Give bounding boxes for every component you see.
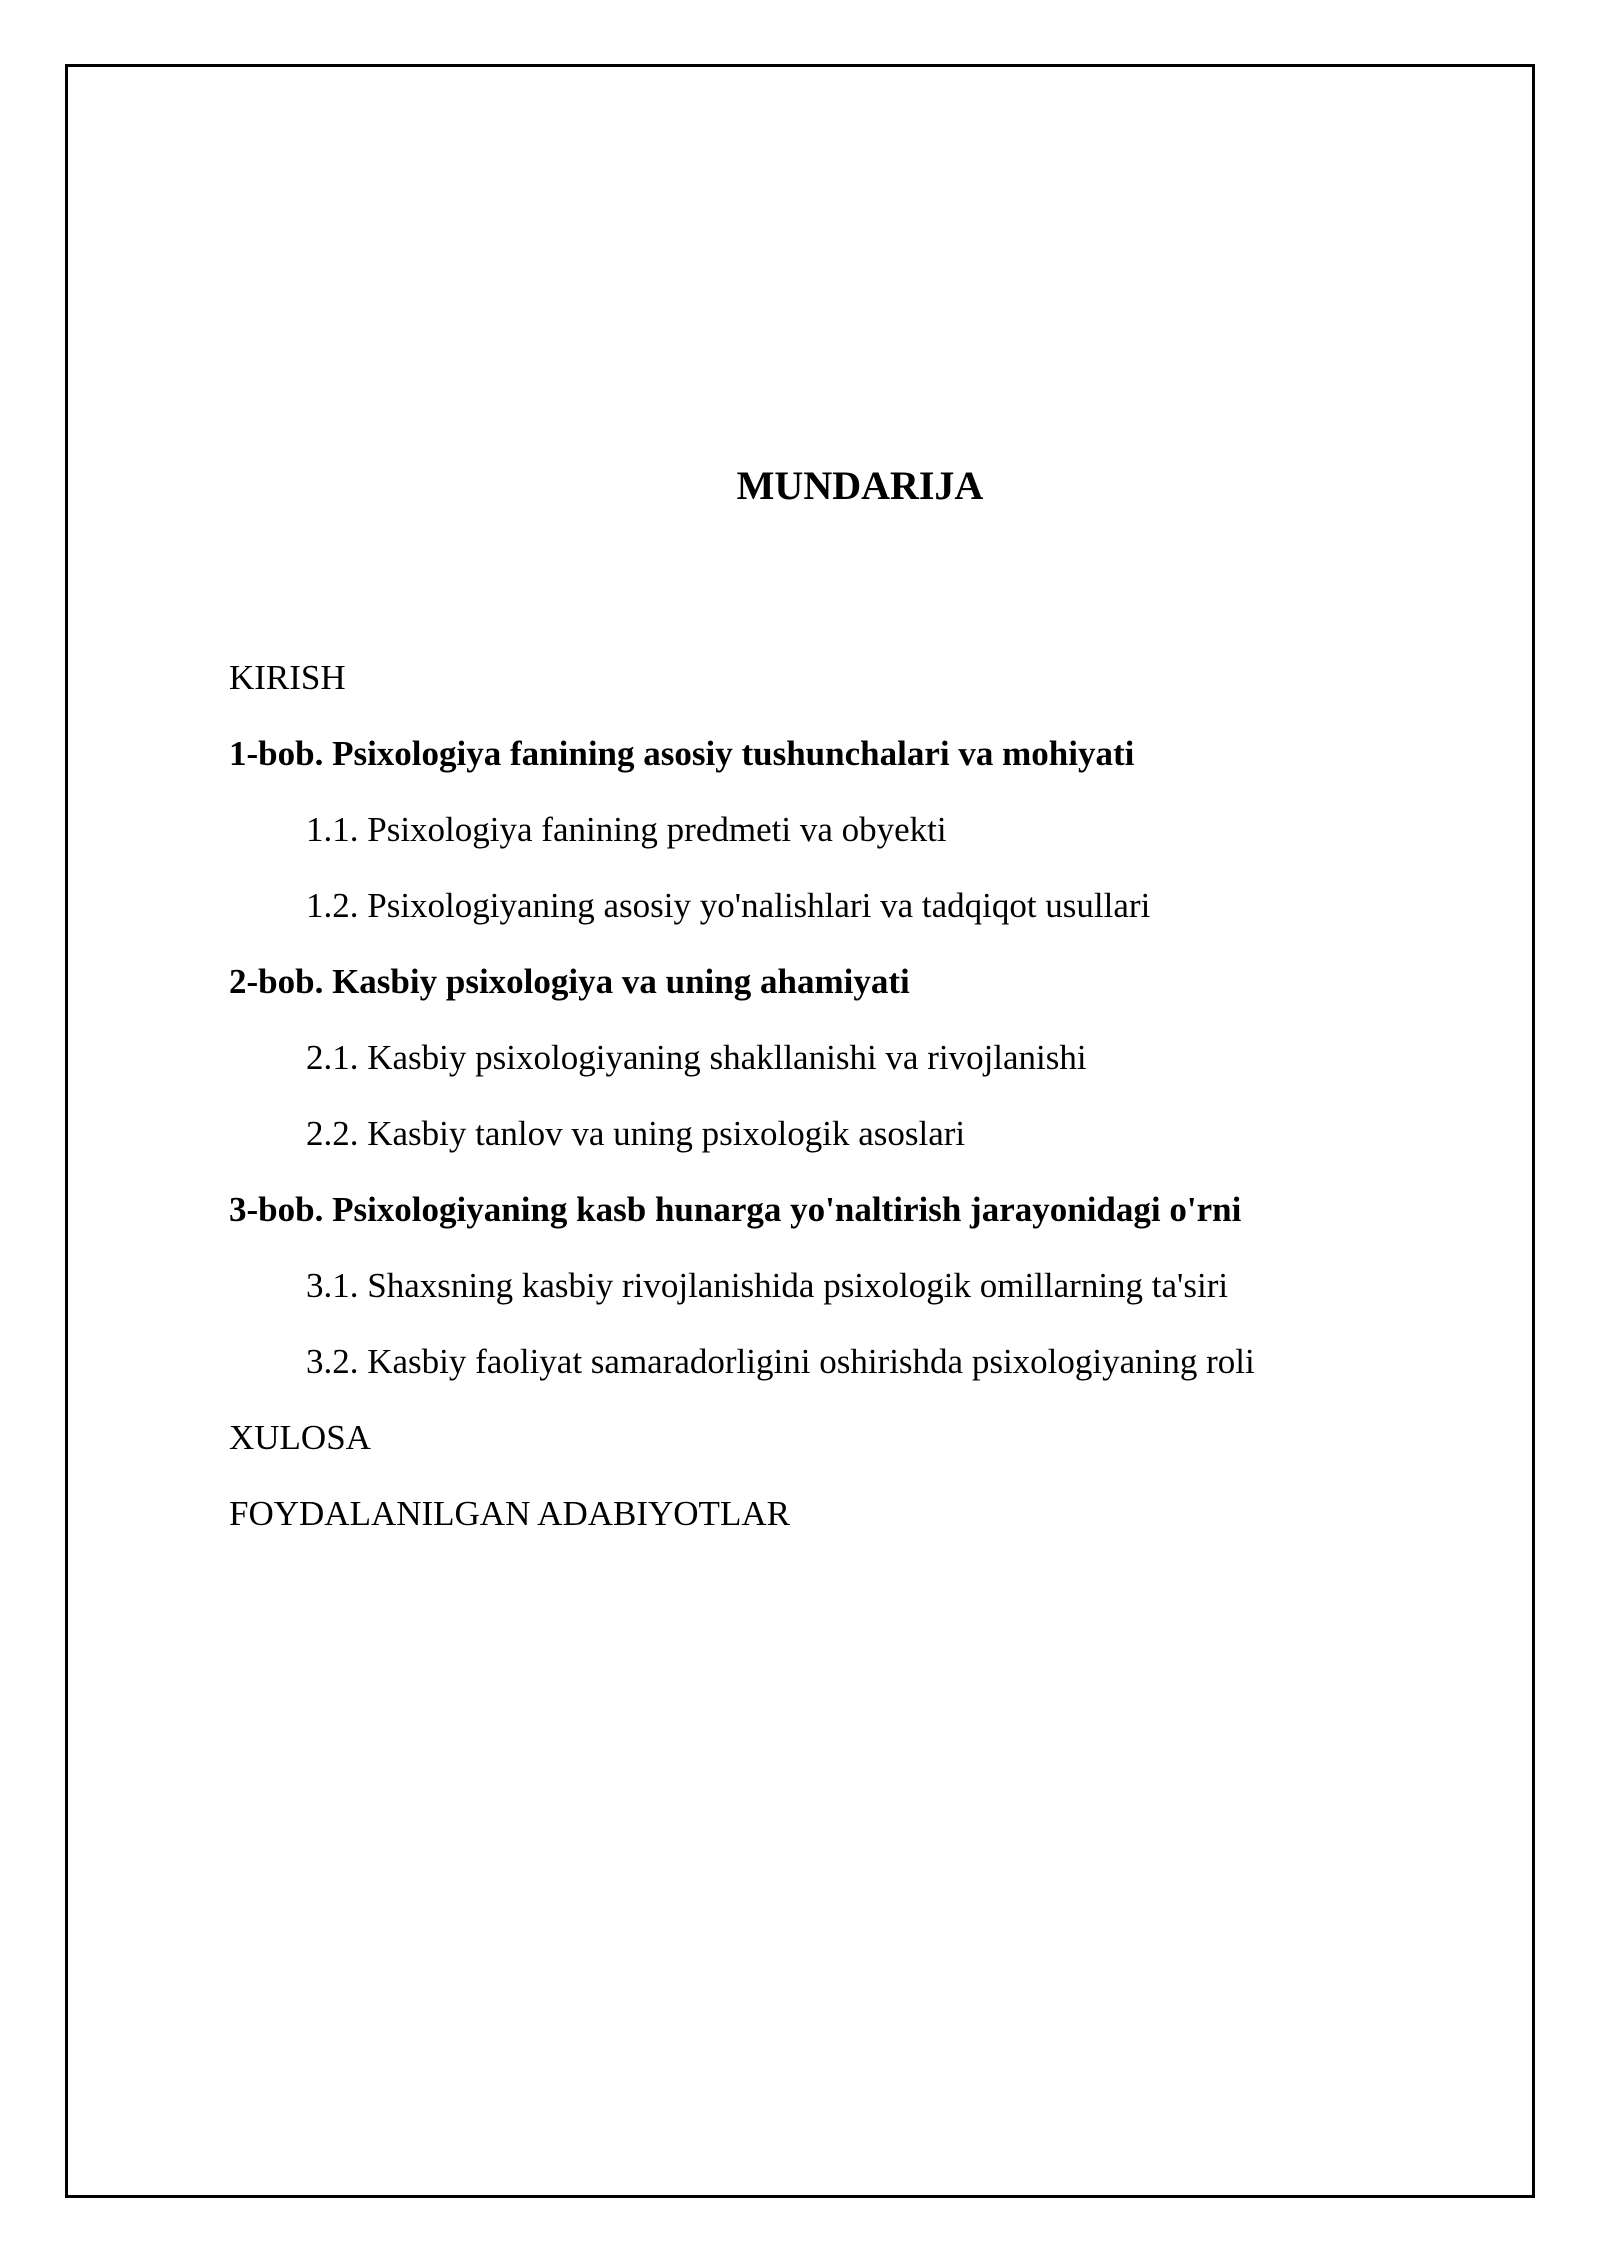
table-of-contents: [229, 640, 1255, 1552]
toc-section-2-1: 2.1. Kasbiy psixologiyaning shakllanishi va rivojlanishi: [306, 1038, 1087, 1077]
toc-entry-references: FOYDALANILGAN ADABIYOTLAR: [229, 1494, 790, 1533]
toc-section-1-2: 1.2. Psixologiyaning asosiy yo'nalishlari va tadqiqot usullari: [306, 886, 1151, 925]
toc-chapter-3: 3-bob. Psixologiyaning kasb hunarga yo'naltirish jarayonidagi o'rni: [229, 1190, 1242, 1229]
toc-chapter-1: 1-bob. Psixologiya fanining asosiy tushunchalari va mohiyati: [229, 734, 1135, 773]
page-title: MUNDARIJA: [736, 463, 984, 508]
toc-section-3-1: 3.1. Shaxsning kasbiy rivojlanishida psixologik omillarning ta'siri: [306, 1266, 1229, 1305]
toc-section-1-1: 1.1. Psixologiya fanining predmeti va obyekti: [306, 810, 947, 849]
toc-entry-intro: KIRISH: [229, 658, 346, 697]
toc-chapter-2: 2-bob. Kasbiy psixologiya va uning ahamiyati: [229, 962, 910, 1001]
toc-section-2-2: 2.2. Kasbiy tanlov va uning psixologik asoslari: [306, 1114, 966, 1153]
toc-entry-conclusion: XULOSA: [229, 1418, 371, 1457]
toc-section-3-2: 3.2. Kasbiy faoliyat samaradorligini oshirishda psixologiyaning roli: [306, 1342, 1255, 1381]
